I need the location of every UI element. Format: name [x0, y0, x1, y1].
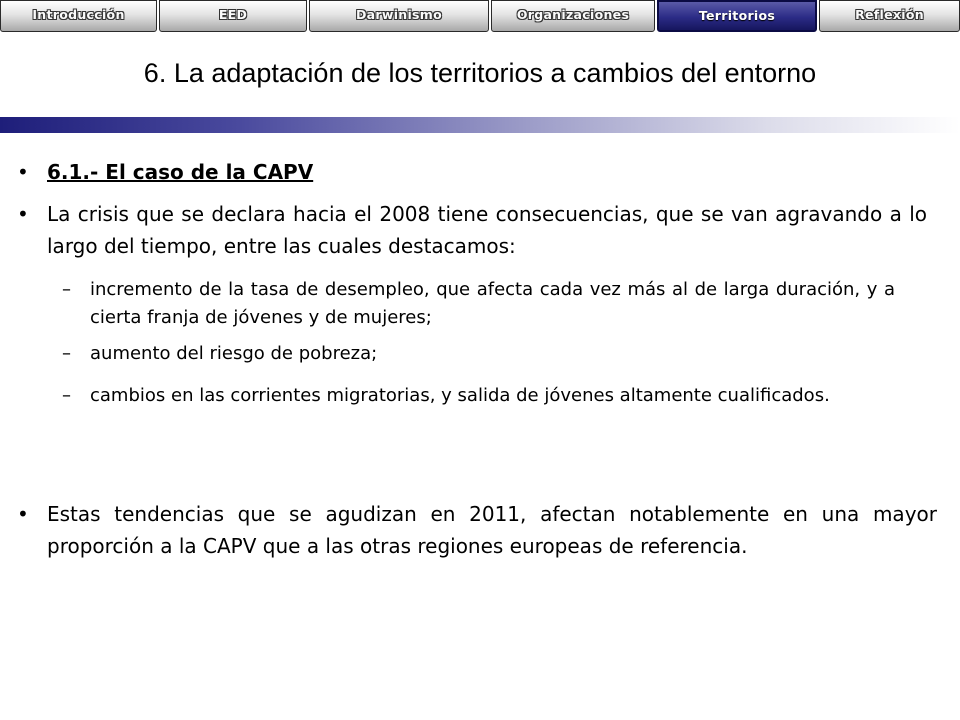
subitem-text: incremento de la tasa de desempleo, que afecta cada vez más al de larga duración, y a cierta franja de jóvenes y de mujeres;: [90, 279, 895, 328]
tab-organizaciones[interactable]: Organizaciones: [491, 0, 655, 32]
tab-darwinismo[interactable]: Darwinismo: [309, 0, 489, 32]
bullet-dot-icon: •: [17, 502, 29, 526]
section-heading: 6.1.- El caso de la CAPV: [47, 160, 314, 184]
dash-icon: –: [62, 279, 71, 300]
tab-introduccion[interactable]: Introducción: [0, 0, 157, 32]
bullet-dot-icon: •: [17, 202, 29, 226]
subitem-desempleo: [62, 276, 902, 332]
bullet-tendencias-text: Estas tendencias que se agudizan en 2011, afectan notablemente en una mayor proporción a la CAPV que a las otras regiones europeas de referencia.: [47, 502, 937, 558]
bullet-dot-icon: •: [17, 160, 29, 184]
subitem-text: cambios en las corrientes migratorias, y salida de jóvenes altamente cualificados.: [90, 385, 830, 406]
bullet-crisis: [17, 198, 937, 264]
subitem-migracion: [62, 382, 902, 438]
tab-reflexion[interactable]: Reflexión: [819, 0, 960, 32]
tab-eed[interactable]: EED: [159, 0, 307, 32]
bullet-heading: [17, 156, 937, 188]
dash-icon: –: [62, 385, 71, 406]
top-navigation: [0, 0, 960, 34]
bullet-tendencias: [17, 498, 937, 598]
slide-title: 6. La adaptación de los territorios a cambios del entorno: [143, 58, 817, 88]
bullet-crisis-text: La crisis que se declara hacia el 2008 tiene consecuencias, que se van agravando a lo largo del tiempo, entre las cuales destacamos:: [47, 202, 927, 258]
dash-icon: –: [62, 343, 71, 364]
tab-territorios[interactable]: Territorios: [657, 0, 817, 32]
subitem-text: aumento del riesgo de pobreza;: [90, 343, 378, 364]
title-gradient-bar: [0, 117, 960, 133]
subitem-pobreza: [62, 340, 902, 368]
